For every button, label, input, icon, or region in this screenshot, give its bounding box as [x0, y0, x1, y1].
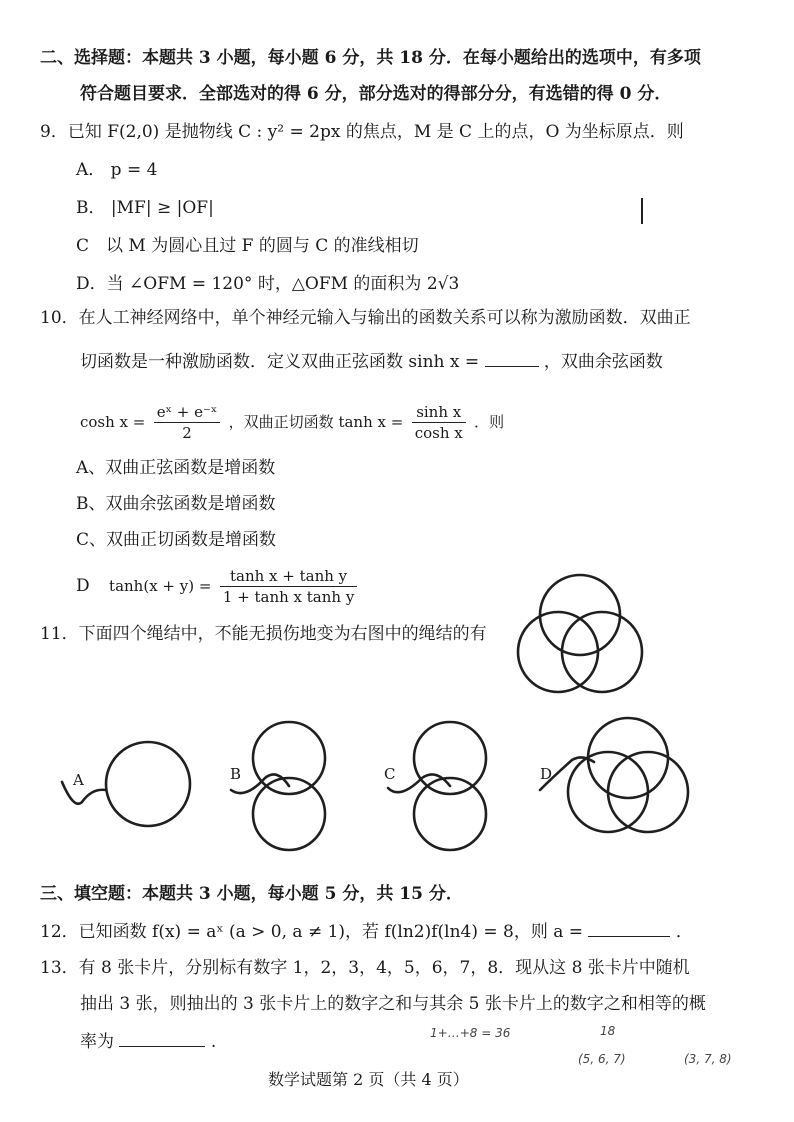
q13-answer-blank — [119, 1032, 205, 1047]
cosh-fraction — [154, 402, 221, 443]
q10-option-b: B、双曲余弦函数是增函数 — [76, 494, 276, 514]
q10-stem-line2 — [80, 350, 663, 374]
q10-cosh-tanh-line — [80, 400, 504, 444]
q13-text: 率为 — [80, 1032, 114, 1052]
handwritten-note-triple-2: (3, 7, 8) — [684, 1052, 732, 1066]
tanh-denominator: cosh x — [414, 424, 463, 442]
tanh-sum-fraction — [220, 566, 357, 607]
tanh-fraction — [412, 402, 466, 443]
q9-option-b: B． |MF| ≥ |OF| — [76, 198, 214, 218]
tanh-sum-numerator: tanh x + tanh y — [220, 566, 357, 587]
q13-stem-line1: 13．有 8 张卡片，分别标有数字 1，2，3，4，5，6，7，8．现从这 8 张卡片中随机 — [40, 958, 690, 978]
q10-option-c: C、双曲正切函数是增函数 — [76, 530, 277, 550]
q13-stem-line3 — [80, 1030, 216, 1054]
handwritten-note-half: 18 — [600, 1024, 616, 1038]
q9-option-d: D．当 ∠OFM = 120° 时，△OFM 的面积为 2√3 — [76, 274, 460, 294]
q12-stem — [40, 920, 693, 944]
tanh-definition: ，双曲正切函数 tanh x = — [228, 413, 404, 431]
q10-cosh-intro: ，双曲余弦函数 — [543, 352, 663, 372]
cosh-numerator: eˣ + e⁻ˣ — [154, 402, 221, 423]
section2-header-line1: 二、选择题：本题共 3 小题，每小题 6 分，共 18 分．在每小题给出的选项中，有多项 — [40, 48, 701, 68]
handwritten-note-triple-1: (5, 6, 7) — [578, 1052, 626, 1066]
knot-a-label: A — [73, 771, 84, 789]
section2-header-line2: 符合题目要求．全部选对的得 6 分，部分选对的得部分分，有选错的得 0 分． — [80, 84, 672, 104]
q12-answer-blank — [588, 922, 670, 937]
q10-option-a: A、双曲正弦函数是增函数 — [76, 458, 276, 478]
tanh-numerator: sinh x — [412, 402, 466, 423]
q10-option-d — [76, 564, 360, 608]
q13-stem-line2: 抽出 3 张，则抽出的 3 张卡片上的数字之和与其余 5 张卡片上的数字之和相等的概 — [80, 994, 706, 1014]
q10-stem-line1: 10．在人工神经网络中，单个神经元输入与输出的函数关系可以称为激励函数．双曲正 — [40, 308, 691, 328]
q9-stem: 9．已知 F(2,0) 是抛物线 C : y² = 2px 的焦点，M 是 C 上的点，O 为坐标原点．则 — [40, 122, 684, 142]
q13-end: . — [210, 1032, 217, 1052]
reference-trefoil-knot — [510, 570, 650, 690]
q11-stem: 11．下面四个绳结中，不能无损伤地变为右图中的绳结的有 — [40, 624, 487, 644]
q10-sinh-blank — [485, 352, 539, 367]
cosh-denominator: 2 — [182, 424, 192, 442]
q9-option-c: C 以 M 为圆心且过 F 的圆与 C 的准线相切 — [76, 236, 419, 256]
pencil-mark — [641, 198, 643, 224]
knot-b-label: B — [230, 765, 242, 783]
knot-c-label: C — [384, 765, 396, 783]
q12-end: ． — [675, 922, 693, 942]
tanh-sum-denominator: 1 + tanh x tanh y — [222, 588, 355, 606]
page-footer: 数学试题第 2 页（共 4 页） — [268, 1070, 469, 1089]
q10-sinh-definition: 切函数是一种激励函数．定义双曲正弦函数 sinh x = — [80, 352, 480, 372]
q9-option-a: A． p = 4 — [76, 160, 158, 180]
handwritten-note-sum: 1+…+8 = 36 — [430, 1026, 511, 1040]
q10-option-d-label: D — [76, 576, 90, 596]
q12-text: 12．已知函数 f(x) = aˣ (a > 0, a ≠ 1)，若 f(ln2)f(ln4) = 8，则 a = — [40, 922, 584, 942]
cosh-lhs: cosh x = — [80, 413, 146, 431]
knot-d-label: D — [540, 765, 553, 783]
q10-stem-tail: ．则 — [474, 413, 505, 431]
tanh-sum-lhs: tanh(x + y) = — [109, 577, 212, 595]
section3-header: 三、填空题：本题共 3 小题，每小题 5 分，共 15 分． — [40, 884, 463, 904]
